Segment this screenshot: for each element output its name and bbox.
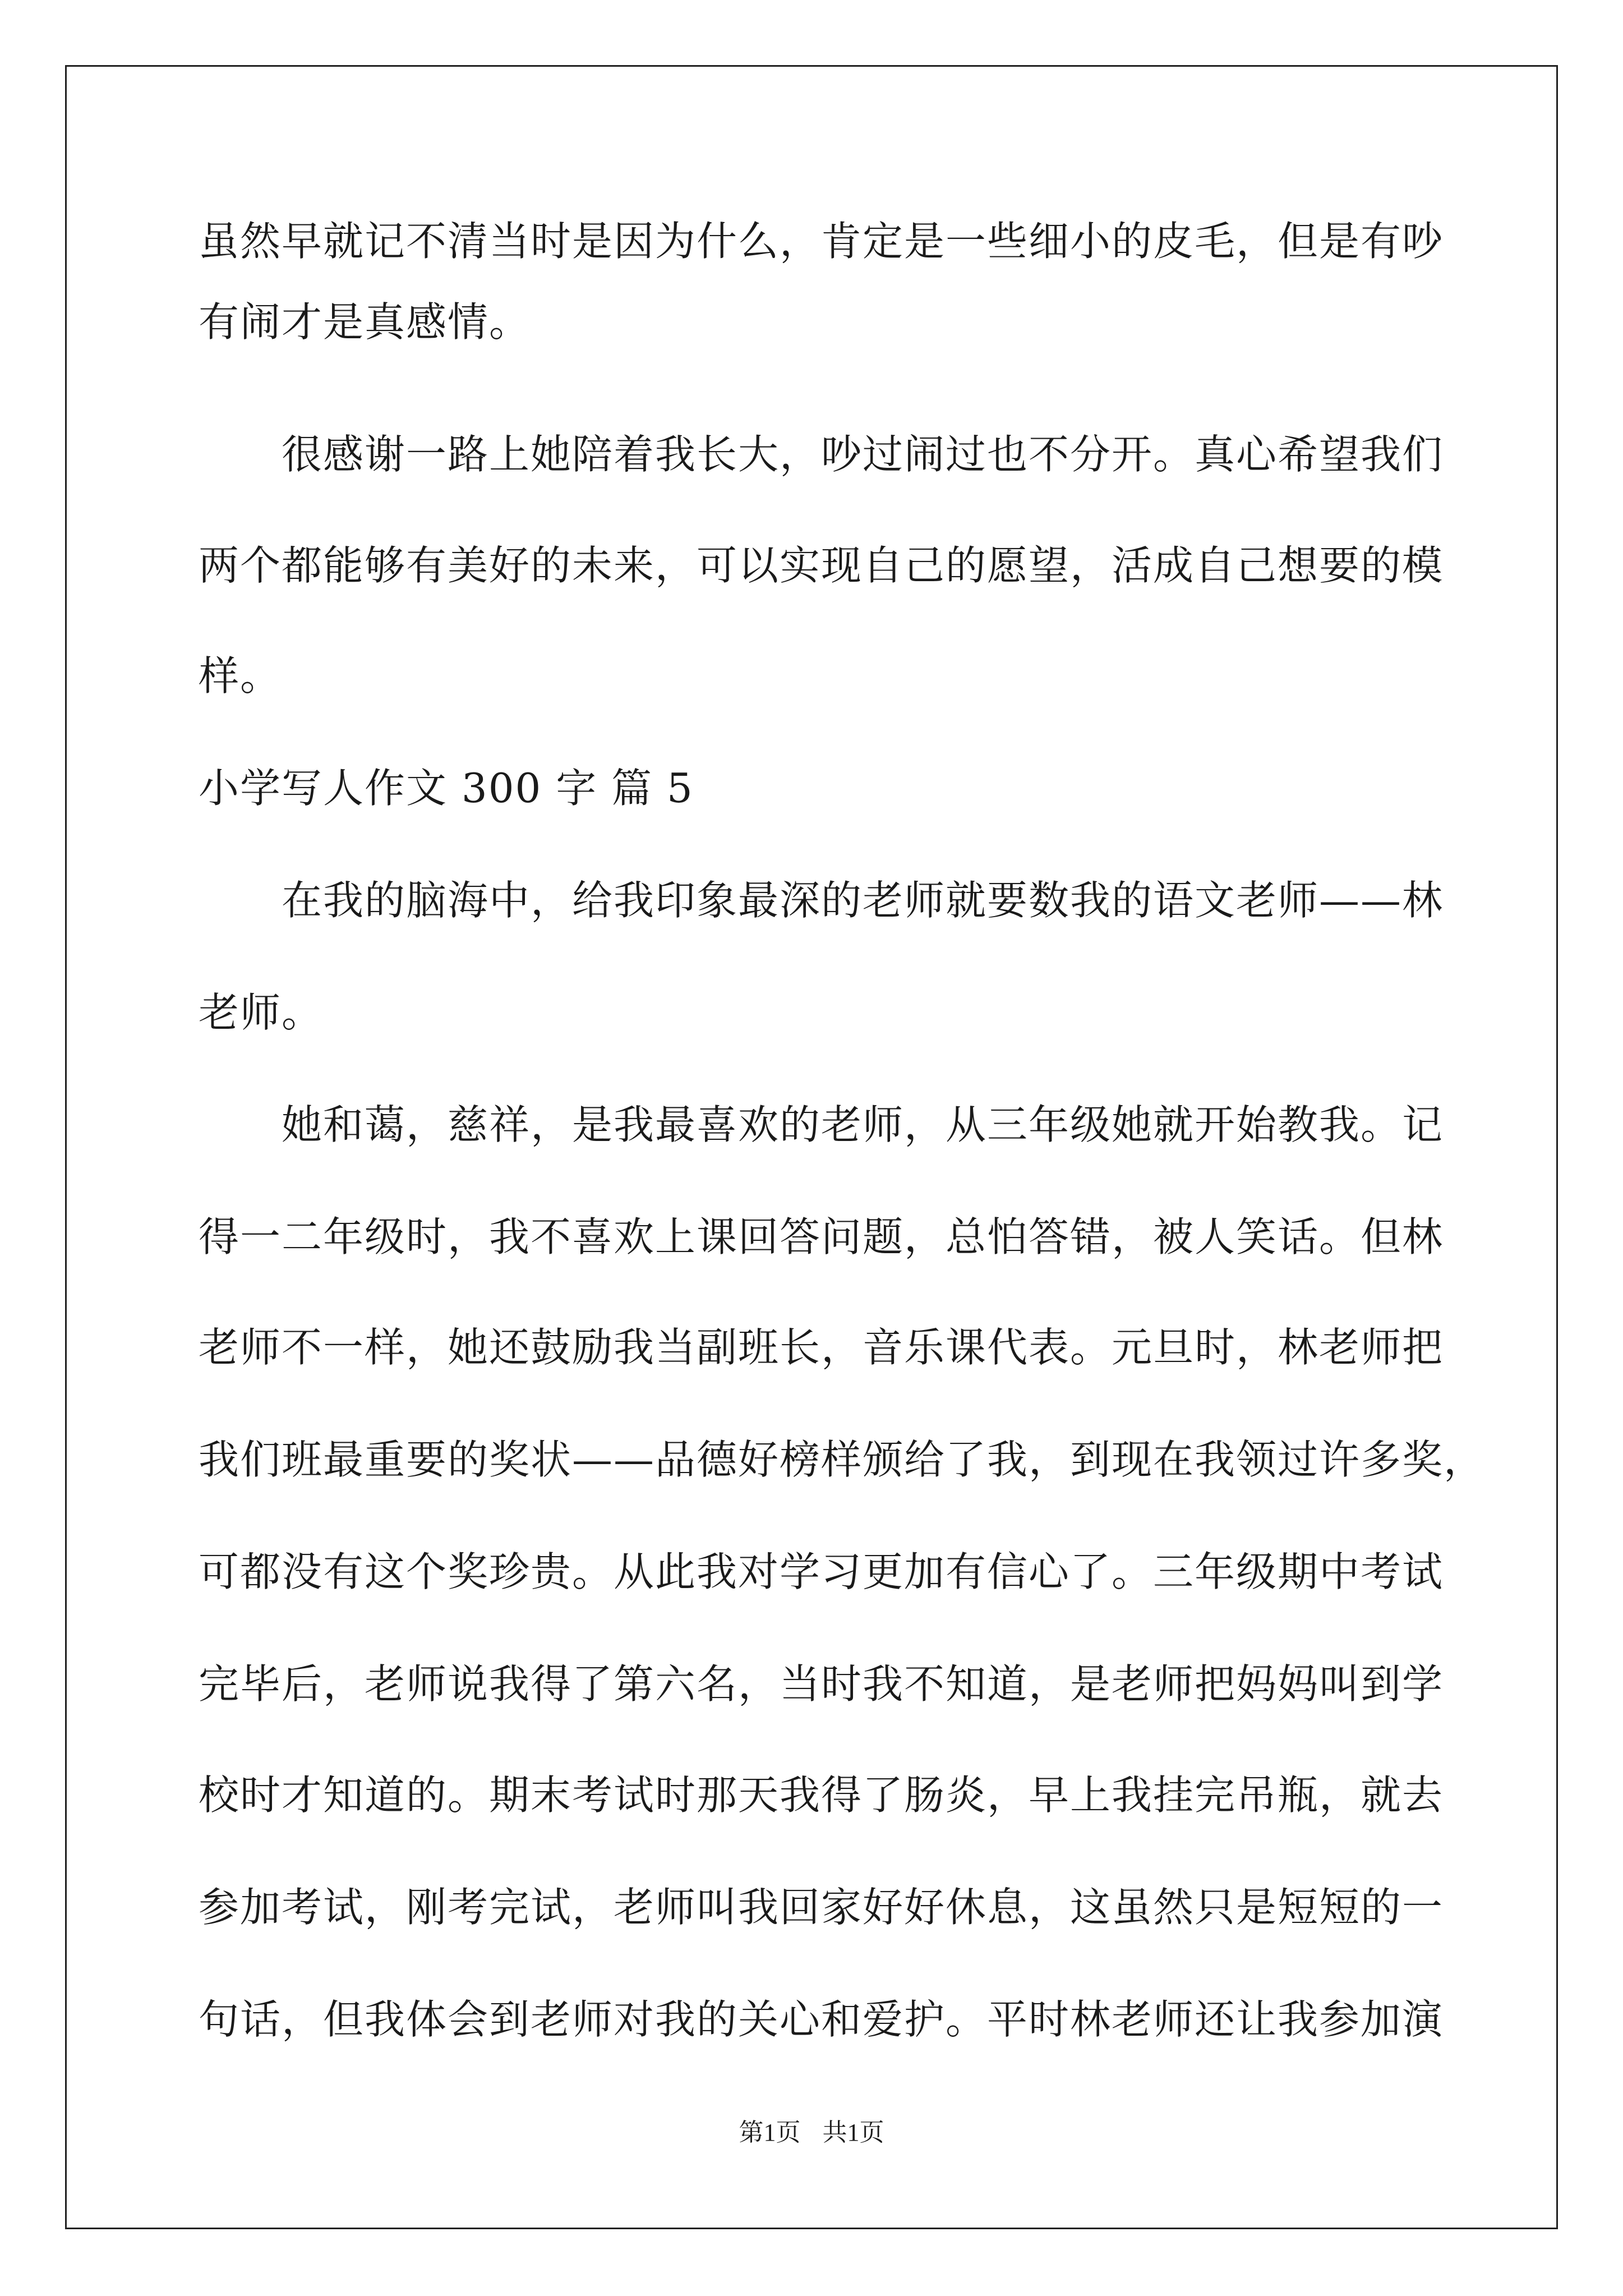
text-line: 我们班最重要的奖状——品德好榜样颁给了我，到现在我领过许多奖， <box>199 1436 1486 1483</box>
text-line: 很感谢一路上她陪着我长大，吵过闹过也不分开。真心希望我们 <box>199 431 1444 478</box>
text-line: 老师不一样，她还鼓励我当副班长，音乐课代表。元旦时，林老师把 <box>199 1324 1444 1371</box>
text-line: 完毕后，老师说我得了第六名，当时我不知道，是老师把妈妈叫到学 <box>199 1660 1444 1708</box>
text-line: 在我的脑海中，给我印象最深的老师就要数我的语文老师——林 <box>199 877 1444 924</box>
text-line: 有闹才是真感情。 <box>199 298 531 346</box>
text-line: 可都没有这个奖珍贵。从此我对学习更加有信心了。三年级期中考试 <box>199 1548 1444 1595</box>
text-line: 校时才知道的。期末考试时那天我得了肠炎，早上我挂完吊瓶，就去 <box>199 1772 1444 1819</box>
text-line: 得一二年级时，我不喜欢上课回答问题，总怕答错，被人笑话。但林 <box>199 1213 1444 1260</box>
page-number: 第1页 <box>739 2119 801 2146</box>
text-line: 她和蔼，慈祥，是我最喜欢的老师，从三年级她就开始教我。记 <box>199 1101 1444 1148</box>
text-line: 句话，但我体会到老师对我的关心和爱护。平时林老师还让我参加演 <box>199 1996 1444 2043</box>
page-total: 共1页 <box>822 2119 884 2146</box>
text-line: 两个都能够有美好的未来，可以实现自己的愿望，活成自己想要的模 <box>199 542 1444 589</box>
page-footer <box>0 2116 1623 2150</box>
text-line: 老师。 <box>199 989 324 1036</box>
text-line: 虽然早就记不清当时是因为什么，肯定是一些细小的皮毛，但是有吵 <box>199 218 1444 265</box>
text-line: 样。 <box>199 652 282 700</box>
section-heading: 小学写人作文 300 字 篇 5 <box>199 765 694 812</box>
text-line: 参加考试，刚考完试，老师叫我回家好好休息，这虽然只是短短的一 <box>199 1884 1444 1931</box>
